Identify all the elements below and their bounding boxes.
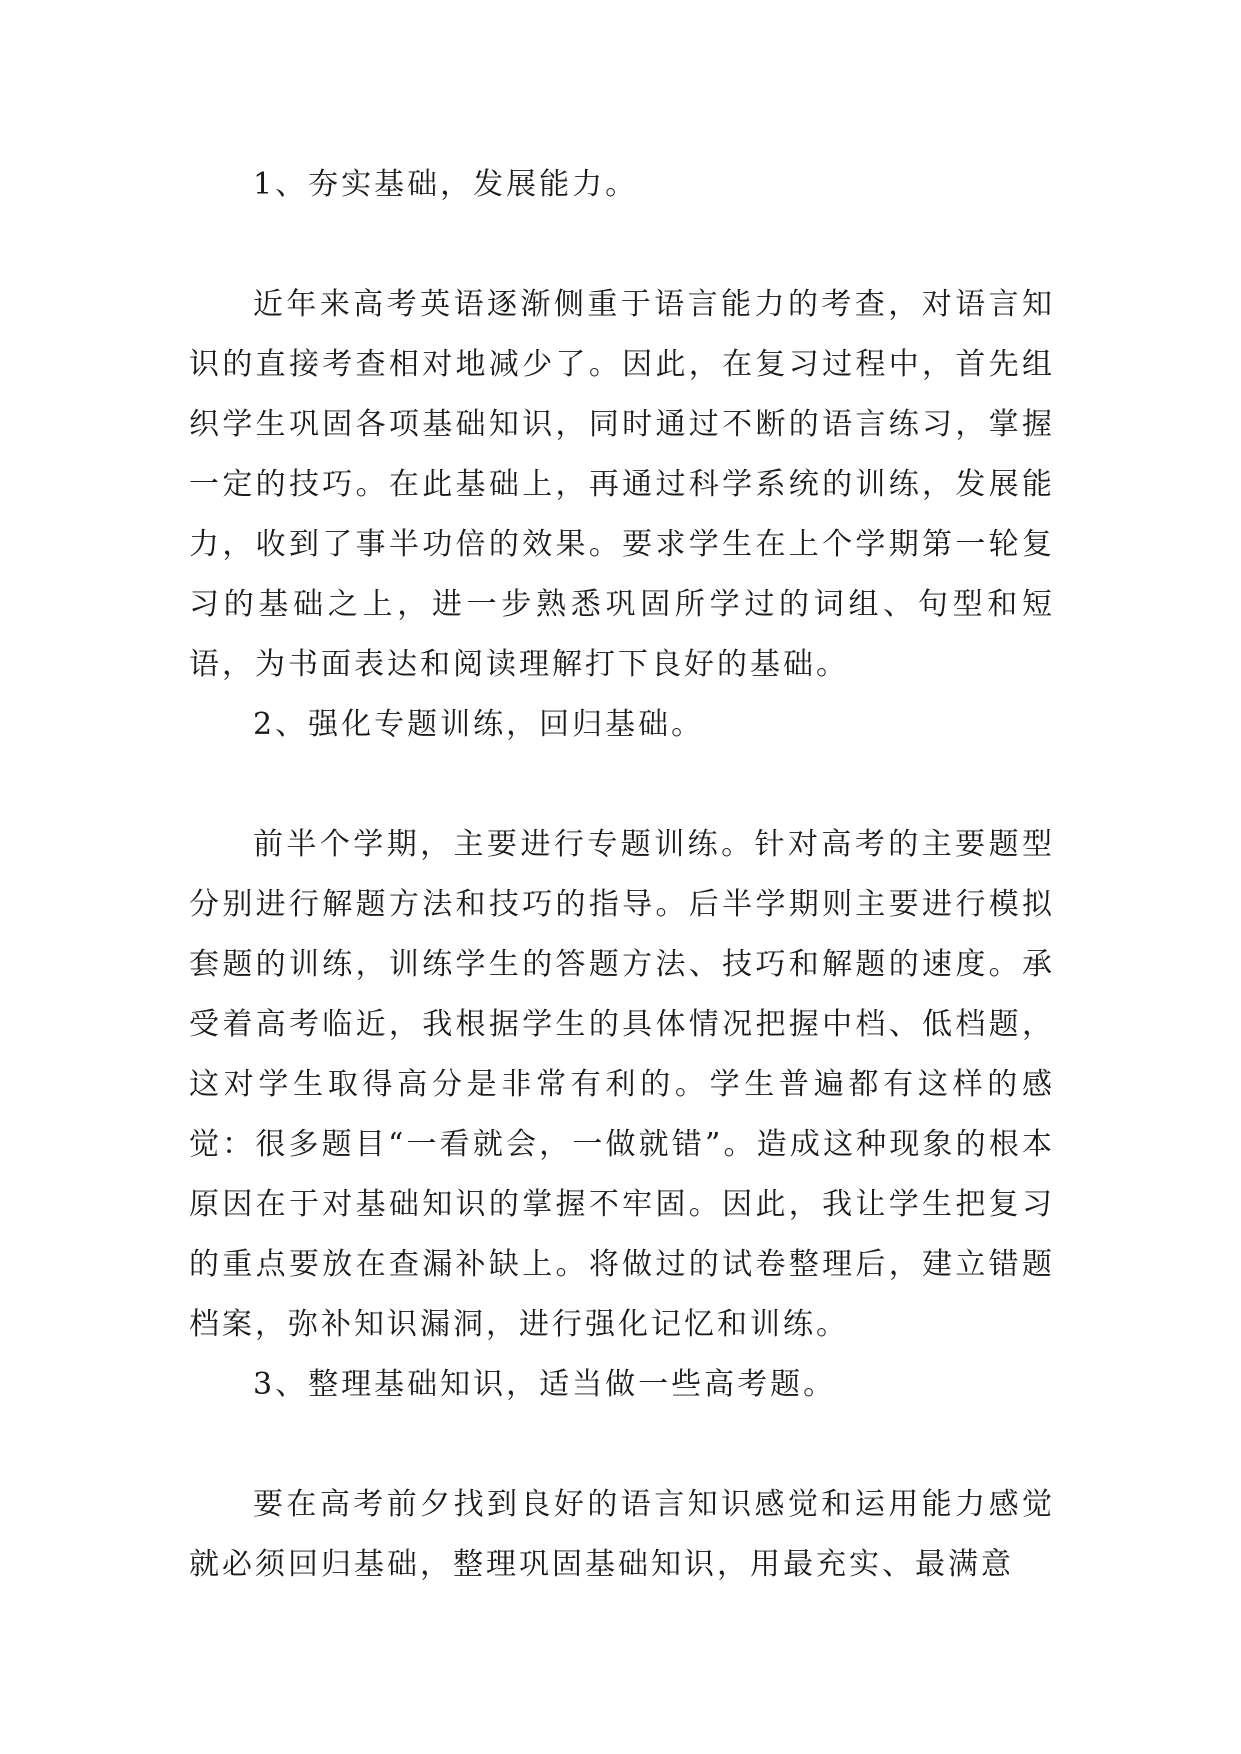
document-body bbox=[189, 155, 1055, 1595]
section-paragraph-3: 要在高考前夕找到良好的语言知识感觉和运用能力感觉就必须回归基础，整理巩固基础知识，用最充实、最满意 bbox=[189, 1487, 1055, 1582]
section-heading-2: 2、强化专题训练，回归基础。 bbox=[253, 707, 705, 742]
section-heading-1: 1、夯实基础，发展能力。 bbox=[253, 167, 639, 202]
section-paragraph-2: 前半个学期，主要进行专题训练。针对高考的主要题型分别进行解题方法和技巧的指导。后半学期则主要进行模拟套题的训练，训练学生的答题方法、技巧和解题的速度。承受着高考临近，我根据学生的具体情况把握中档、低档题，这对学生取得高分是非常有利的。学生普遍都有这样的感觉：很多题目“一看就会，一做就错”。造成这种现象的根本原因在于对基础知识的掌握不牢固。因此，我让学生把复习的重点要放在查漏补缺上。将做过的试卷整理后，建立错题档案，弥补知识漏洞，进行强化记忆和训练。 bbox=[189, 827, 1055, 1342]
spacer bbox=[189, 1415, 1055, 1475]
spacer bbox=[189, 215, 1055, 275]
section-heading-3: 3、整理基础知识，适当做一些高考题。 bbox=[253, 1367, 837, 1402]
section-paragraph-1: 近年来高考英语逐渐侧重于语言能力的考查，对语言知识的直接考查相对地减少了。因此，在复习过程中，首先组织学生巩固各项基础知识，同时通过不断的语言练习，掌握一定的技巧。在此基础上，再通过科学系统的训练，发展能力，收到了事半功倍的效果。要求学生在上个学期第一轮复习的基础之上，进一步熟悉巩固所学过的词组、句型和短语，为书面表达和阅读理解打下良好的基础。 bbox=[189, 287, 1055, 682]
spacer bbox=[189, 755, 1055, 815]
